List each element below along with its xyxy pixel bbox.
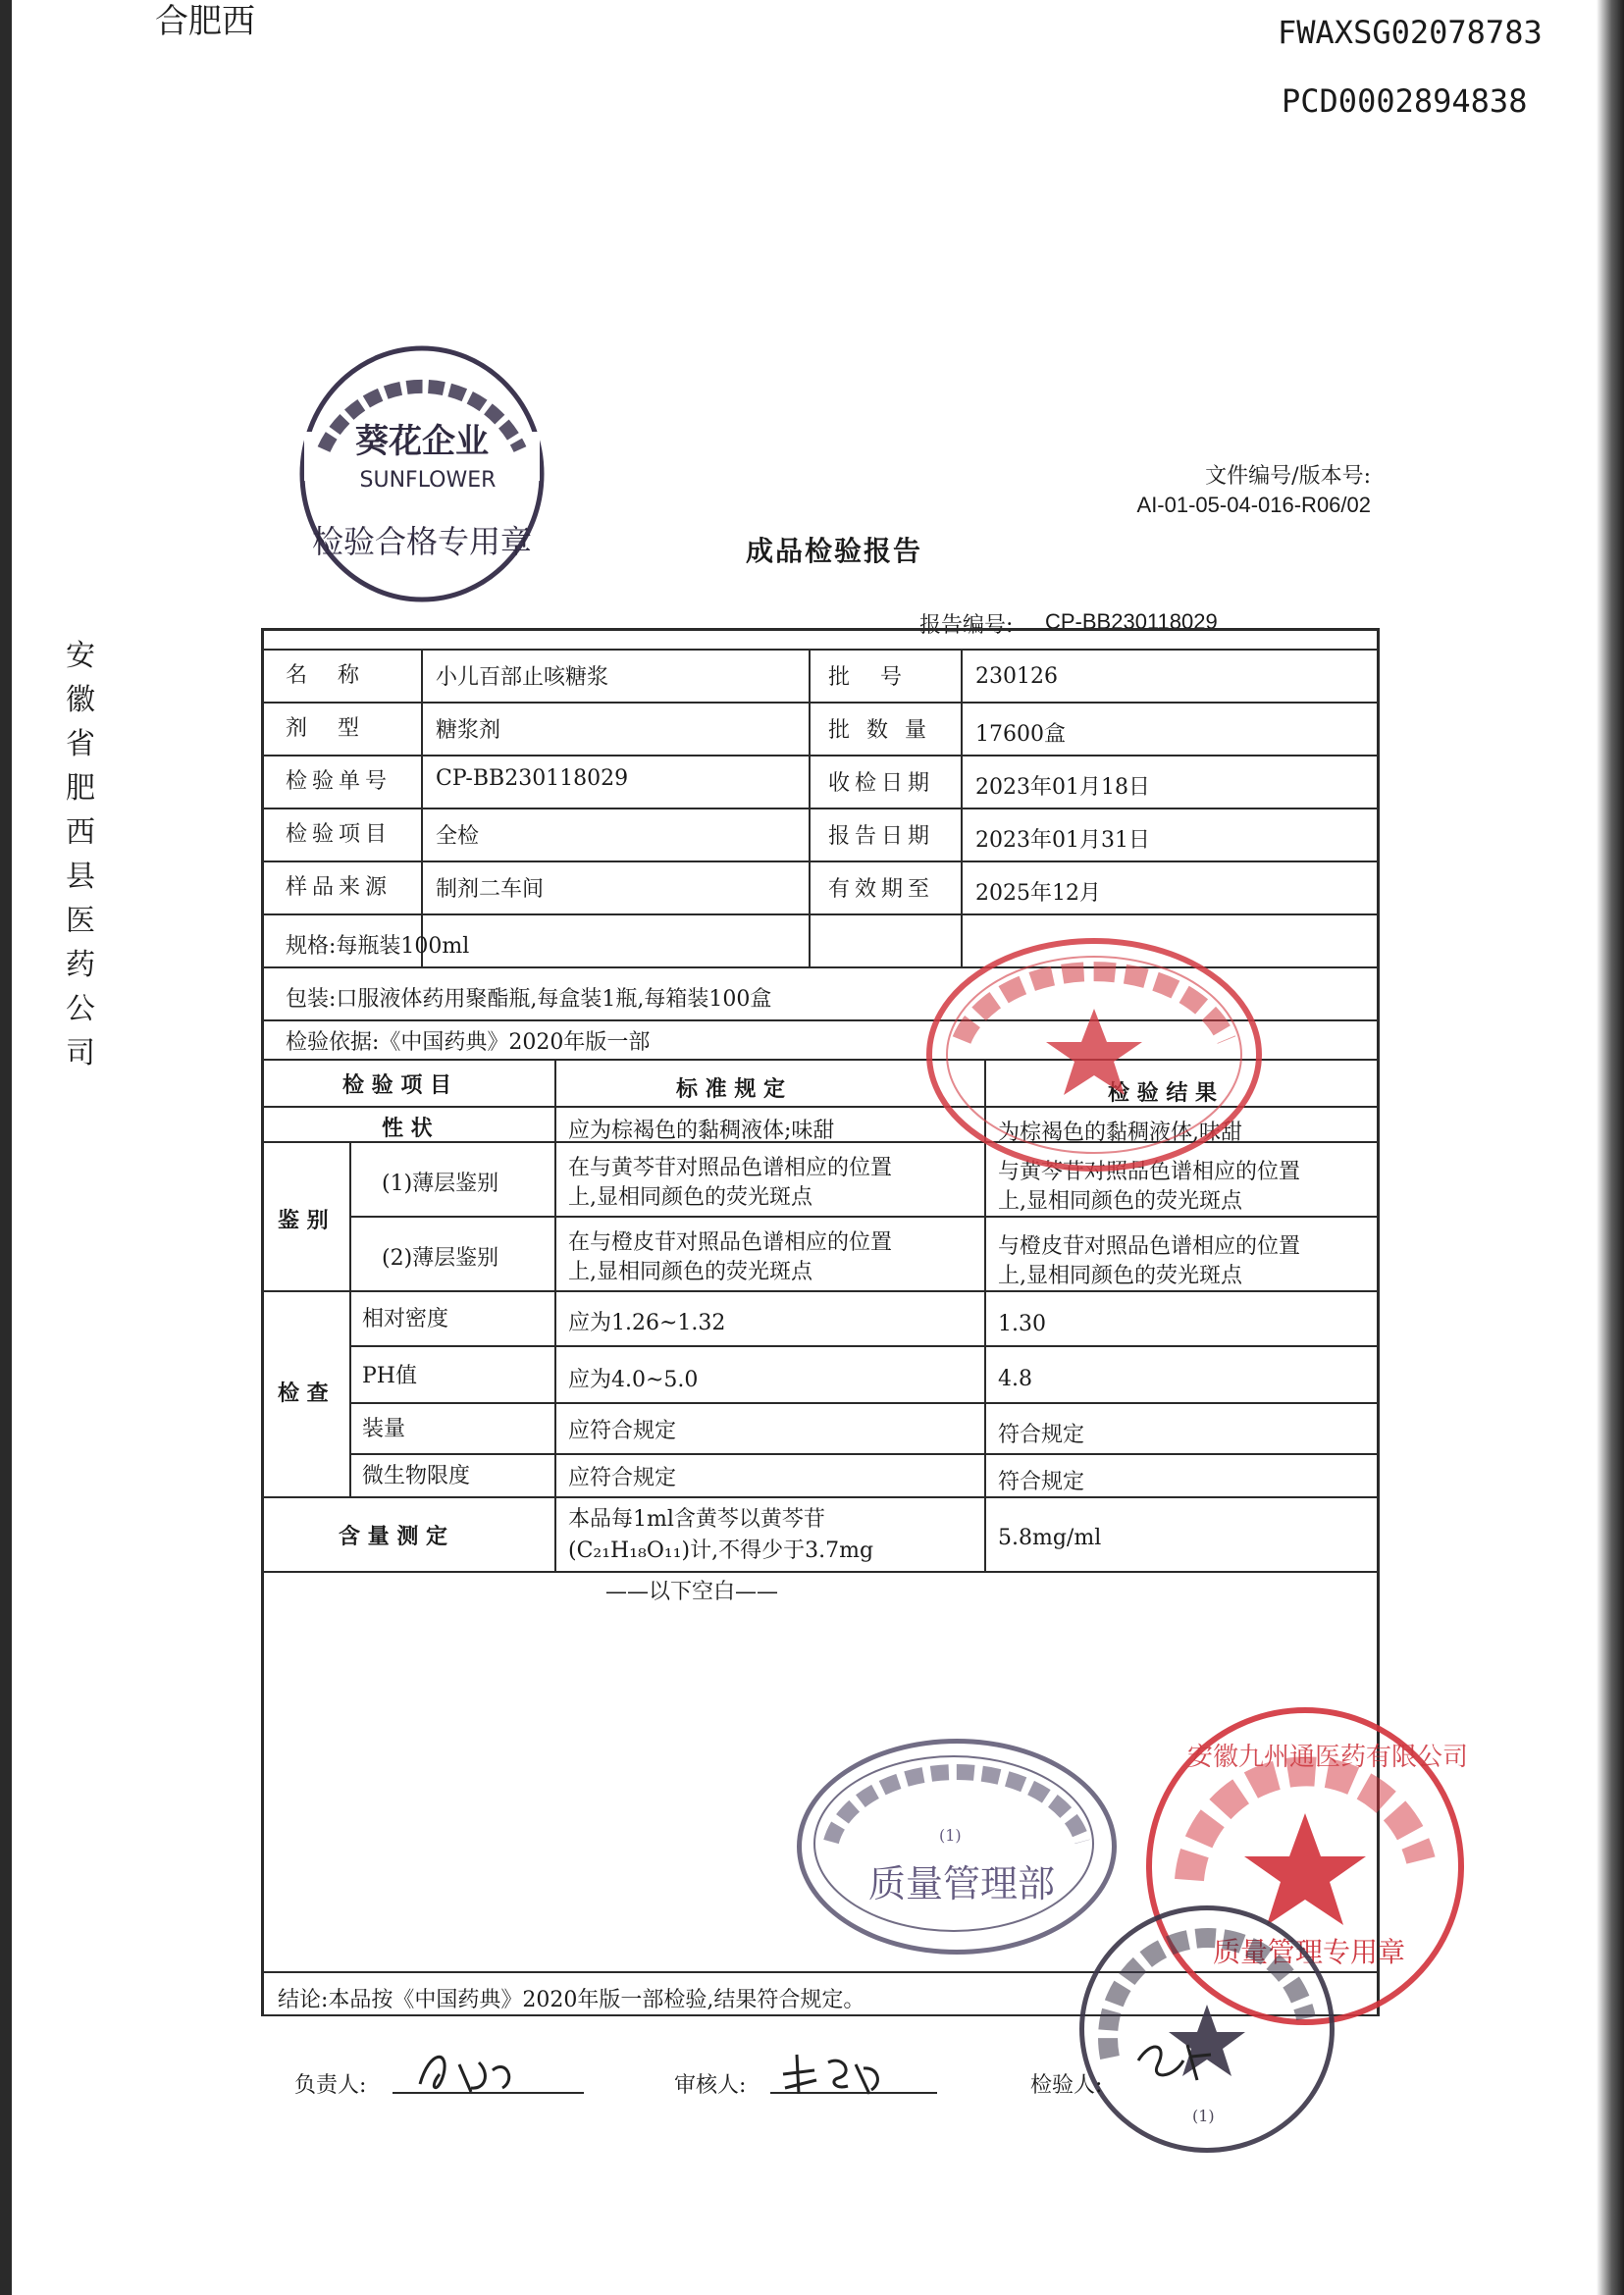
responsible-label: 负责人: [294,2073,367,2098]
stamp-brand-en: SUNFLOWER [359,468,497,493]
rule [264,702,1377,704]
tracking-code-2: PCD0002894838 [1282,82,1528,120]
results-header-item: 检 验 项 目 [342,1073,451,1098]
report-no-value: CP-BB230118029 [1045,609,1218,634]
fill-result: 符合规定 [998,1423,1085,1447]
label-name: 名 称 [286,663,371,688]
header-top-left: 合肥西 [155,2,255,41]
value-qty: 17600盒 [975,722,1066,747]
rule [264,1496,1377,1498]
company-quality-stamp-2 [1079,1905,1335,2153]
microbe-label: 微生物限度 [362,1464,471,1488]
results-header-result: 检 验 结 果 [1108,1081,1217,1106]
value-report-date: 2023年01月31日 [975,828,1150,853]
tlc2-label: (2)薄层鉴别 [382,1246,499,1271]
label-report-date: 报告日期 [828,824,935,849]
qa-stamp-rim [802,1744,1112,1950]
stamp-brand-text: 葵花企业 [355,422,489,461]
tlc1-standard-1: 在与黄芩苷对照品色谱相应的位置 [568,1156,893,1180]
assay-result: 5.8mg/ml [998,1526,1102,1550]
label-receive-date: 收检日期 [828,771,935,796]
ph-label: PH值 [362,1364,417,1388]
value-test-item: 全检 [436,824,480,849]
responsible-signature [410,2045,528,2104]
basis-line: 检验依据:《中国药典》2020年版一部 [286,1030,651,1055]
company-stamp-text-bottom: 质量管理专用章 [1213,1936,1406,1968]
density-standard: 应为1.26~1.32 [568,1311,726,1335]
label-form: 剂 型 [286,716,371,741]
qa-stamp-num: (1) [939,1826,962,1845]
check-label: 检 查 [278,1382,329,1406]
ph-standard: 应为4.0~5.0 [568,1368,699,1392]
spec-line: 规格:每瓶装100ml [286,934,470,959]
qa-stamp-text: 质量管理部 [868,1862,1056,1905]
inspector-label: 检验人: [1030,2073,1103,2098]
value-form: 糖浆剂 [436,718,501,743]
blank-below: ——以下空白—— [605,1580,779,1604]
tlc2-standard-2: 上,显相同颜色的荧光斑点 [568,1260,812,1284]
row-appearance-label: 性 状 [382,1117,433,1141]
scan-right-edge [1597,0,1624,2295]
rule [349,1453,1377,1455]
qa-dept-stamp [797,1739,1117,1955]
tlc1-result-1: 与黄芩苷对照品色谱相应的位置 [998,1160,1301,1184]
col-rule [554,1059,556,1571]
identification-label: 鉴 别 [278,1209,329,1233]
tlc1-result-2: 上,显相同颜色的荧光斑点 [998,1189,1242,1214]
rule [264,1290,1377,1292]
tlc1-label: (1)薄层鉴别 [382,1172,499,1196]
value-name: 小儿百部止咳糖浆 [436,665,609,690]
col-rule [349,1141,351,1496]
value-order: CP-BB230118029 [436,766,629,791]
fill-standard: 应符合规定 [568,1419,677,1443]
rule [264,861,1377,862]
report-no-label: 报告编号: [919,613,1014,638]
reviewer-label: 审核人: [674,2073,747,2098]
density-result: 1.30 [998,1312,1046,1336]
value-source: 制剂二车间 [436,877,545,902]
col-rule [809,649,811,966]
company-stamp-text-top: 安徽九州通医药有限公司 [1187,1743,1469,1772]
rule [349,1345,1377,1347]
inspector-signature [1128,2031,1217,2090]
label-expiry: 有效期至 [828,877,935,902]
tlc2-result-2: 上,显相同颜色的荧光斑点 [998,1264,1242,1288]
red-seal-stamp-mid [922,932,1266,1177]
tlc2-result-1: 与橙皮苷对照品色谱相应的位置 [998,1234,1301,1259]
rule [349,1216,1377,1218]
doc-number-label: 文件编号/版本号: [1205,464,1371,489]
scan-left-edge [0,0,12,2295]
col-rule [421,649,423,966]
value-receive-date: 2023年01月18日 [975,775,1150,800]
value-expiry: 2025年12月 [975,881,1101,906]
label-order: 检验单号 [286,769,393,794]
tlc2-standard-1: 在与橙皮苷对照品色谱相应的位置 [568,1230,893,1255]
results-header-standard: 标 准 规 定 [676,1077,785,1102]
conclusion: 结论:本品按《中国药典》2020年版一部检验,结果符合规定。 [278,1988,865,2012]
microbe-standard: 应符合规定 [568,1466,677,1490]
rule [264,913,1377,915]
col-rule [961,649,963,966]
ph-result: 4.8 [998,1367,1032,1391]
fill-label: 装量 [362,1417,406,1441]
package-line: 包装:口服液体药用聚酯瓶,每盒装1瓶,每箱装100盒 [286,987,772,1012]
tlc1-standard-2: 上,显相同颜色的荧光斑点 [568,1185,812,1210]
label-test-item: 检验项目 [286,822,393,847]
row-appearance-result: 为棕褐色的黏稠液体,味甜 [998,1121,1242,1145]
rule [264,755,1377,756]
microbe-result: 符合规定 [998,1470,1085,1494]
label-batch: 批 号 [828,665,914,690]
reviewer-signature [775,2045,893,2104]
value-batch: 230126 [975,664,1058,689]
density-label: 相对密度 [362,1307,449,1331]
doc-number-value: AI-01-05-04-016-R06/02 [1136,493,1371,517]
factory-seal-stamp [294,341,550,606]
rule [264,1571,1377,1573]
side-company-text: 安徽省肥西县医药公司 [66,639,95,1070]
rule [349,1402,1377,1404]
label-source: 样品来源 [286,875,393,900]
assay-standard-2: (C₂₁H₁₈O₁₁)计,不得少于3.7mg [568,1539,874,1563]
tracking-code-1: FWAXSG02078783 [1278,14,1543,51]
stamp2-num: (1) [1192,2107,1215,2125]
page-title: 成品检验报告 [746,535,923,567]
assay-label: 含 量 测 定 [339,1525,447,1549]
rule [264,649,1377,651]
assay-standard-1: 本品每1ml含黄芩以黄芩苷 [568,1507,825,1532]
rule [264,808,1377,809]
row-appearance-standard: 应为棕褐色的黏稠液体;味甜 [568,1119,835,1143]
label-qty: 批 数 量 [828,718,931,743]
stamp-factory-bottom: 检验合格专用章 [311,523,533,560]
